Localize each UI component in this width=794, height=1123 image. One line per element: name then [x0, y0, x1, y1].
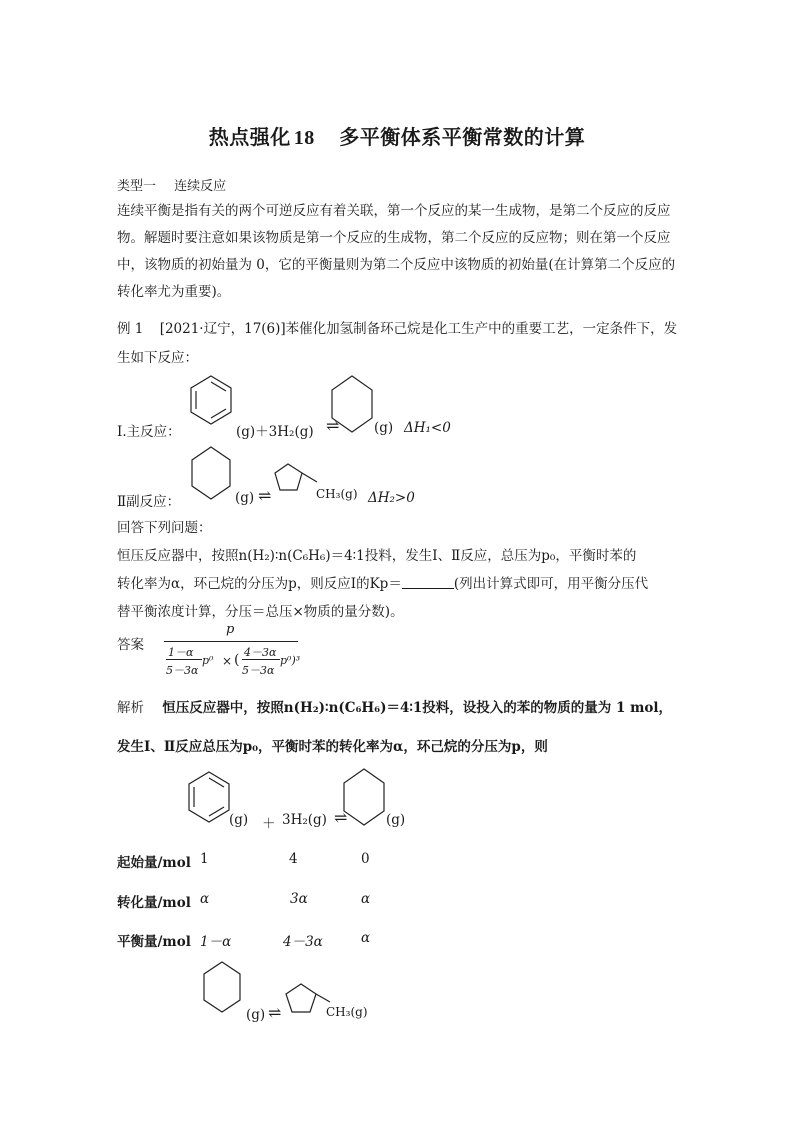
reaction-3-ch3: CH₃(g)	[326, 1005, 368, 1019]
question-line-2b: (列出计算式即可，用平衡分压代	[453, 576, 649, 592]
reaction-2-arrow: ⇌	[258, 486, 272, 505]
title-number: 18	[293, 127, 315, 149]
scheme-arrow: ⇌	[334, 808, 348, 827]
cyclohexane-structure-icon	[342, 767, 386, 829]
row-equil-c1: 1－α	[200, 934, 232, 950]
reaction-3-mid: (g)	[246, 1007, 266, 1023]
reaction-2-ch3: CH₃(g)	[316, 487, 358, 501]
section-header	[117, 175, 226, 194]
cyclohexane-structure-icon	[330, 374, 374, 436]
reaction-1-mid: (g)＋3H₂(g)	[236, 424, 314, 440]
benzene-structure-icon	[186, 770, 232, 824]
reaction-2-label: Ⅱ副反应：	[117, 494, 181, 510]
answer-paren: (	[234, 652, 240, 668]
cyclohexane-structure-icon	[190, 445, 232, 503]
row-equil-c3: α	[361, 930, 371, 946]
question-line-1: 恒压反应器中，按照n(H₂)∶n(C₆H₆)＝4∶1投料，发生Ⅰ、Ⅱ反应，总压为p₀，平衡时苯的	[117, 548, 637, 564]
intro-paragraph: 连续平衡是指有关的两个可逆反应有着关联，第一个反应的某一生成物，是第二个反应的反应物。解题时要注意如果该物质是第一个反应的生成物，第二个反应的反应物；则在第一个反应中，该物质的初始量为 0，它的平衡量则为第二个反应中该物质的初始量(在计算第二个反应的转化率尤为重要)。	[117, 203, 676, 300]
row-change-c1: α	[200, 891, 210, 907]
answer-d2-num: 4－3α	[244, 646, 277, 659]
answer-d2-bar	[242, 659, 280, 660]
reaction-1-arrow: ⇌	[326, 416, 340, 435]
question-line-3: 替平衡浓度计算，分压＝总压×物质的量分数)。	[117, 604, 404, 620]
answer-times: ×	[222, 654, 233, 668]
example-label: 例 1	[117, 321, 144, 337]
analysis-line-1	[117, 696, 672, 716]
analysis-label: 解析	[117, 700, 144, 716]
cyclohexane-structure-icon	[202, 960, 242, 1016]
scheme-plus: ＋	[262, 816, 276, 832]
reaction-2-mid: (g)	[235, 490, 255, 506]
scheme-g2: (g)	[386, 812, 406, 828]
example-line-1	[117, 317, 677, 337]
page-title	[0, 121, 794, 150]
methylcyclopentane-structure-icon	[272, 462, 322, 496]
row-start-label: 起始量/mol	[117, 855, 191, 871]
question-head: 回答下列问题：	[117, 520, 212, 536]
answer-d2-den: 5－3α	[242, 664, 275, 677]
reaction-1-label: Ⅰ.主反应：	[117, 424, 181, 440]
example-source: [2021·辽宁，17(6)]	[159, 321, 286, 337]
row-equil-c2: 4－3α	[283, 934, 323, 950]
example-text-1: 苯催化加氢制备环己烷是化工生产中的重要工艺，一定条件下，发	[285, 321, 678, 337]
example-line-2: 生如下反应：	[117, 350, 198, 366]
analysis-line-2: 发生Ⅰ、Ⅱ反应总压为p₀，平衡时苯的转化率为α，环己烷的分压为p，则	[117, 739, 548, 755]
row-change-c2: 3α	[290, 891, 308, 907]
row-change-c3: α	[361, 891, 371, 907]
answer-label: 答案	[117, 637, 144, 653]
title-prefix: 热点强化	[208, 125, 291, 149]
scheme-h2: 3H₂(g)	[282, 812, 327, 828]
answer-main-fraction-bar	[164, 641, 298, 642]
answer-numerator: p	[226, 622, 235, 637]
question-line-2a: 转化率为α，环己烷的分压为p，则反应Ⅰ的Kp＝	[117, 576, 402, 592]
row-start-c1: 1	[200, 851, 209, 867]
row-start-c2: 4	[289, 851, 298, 867]
row-start-c3: 0	[361, 851, 370, 867]
analysis-text-1: 恒压反应器中，按照n(H₂)∶n(C₆H₆)＝4∶1投料，设投入的苯的物质的量为 1 mol，	[162, 700, 672, 716]
reaction-3-arrow: ⇌	[268, 1003, 282, 1022]
reaction-2-dh: ΔH₂>0	[368, 490, 415, 506]
answer-cube: p⁰)³	[280, 654, 301, 667]
answer-d1-bar	[166, 659, 202, 660]
row-equil-label: 平衡量/mol	[117, 934, 191, 950]
row-change-label: 转化量/mol	[117, 895, 191, 911]
reaction-1-end: (g)	[374, 420, 394, 436]
question-line-2	[117, 572, 648, 592]
answer-formula	[160, 622, 310, 686]
answer-d1-num: 1－α	[168, 646, 194, 659]
section-label: 类型一	[117, 179, 157, 194]
scheme-g1: (g)	[229, 812, 249, 828]
title-text: 多平衡体系平衡常数的计算	[339, 125, 586, 149]
benzene-structure-icon	[188, 374, 234, 426]
answer-p0: p⁰	[202, 654, 214, 667]
reaction-1-dh: ΔH₁<0	[404, 420, 451, 436]
answer-blank	[402, 574, 454, 589]
answer-d1-den: 5－3α	[166, 664, 199, 677]
section-name: 连续反应	[174, 179, 227, 194]
